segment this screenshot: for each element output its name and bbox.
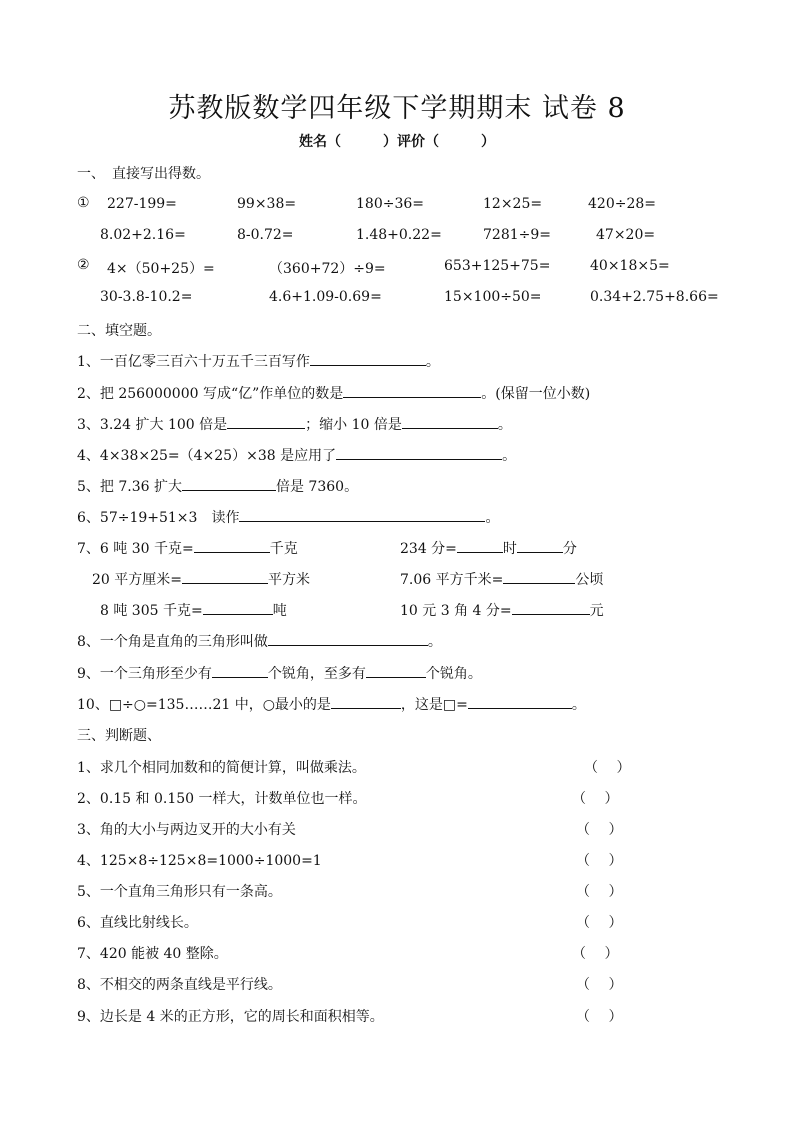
fill-question-1 [77, 351, 440, 371]
section1-heading: 一、 直接写出得数。 [77, 166, 210, 182]
judge-item-5: 5、一个直角三角形只有一条高。 [77, 884, 282, 900]
unit-text: 时 [502, 541, 517, 557]
answer-parentheses[interactable]: （ ） [584, 760, 631, 776]
calc-item: 99×38= [237, 196, 297, 212]
judge-item-1: 1、求几个相同加数和的简便计算，叫做乘法。 [77, 760, 366, 776]
question-text: ，这是□= [400, 697, 468, 713]
question-text: 5、把 7.36 扩大 [77, 479, 182, 495]
question-text: 。 [571, 697, 586, 713]
fill-question-8 [77, 631, 442, 651]
judge-item-8: 8、不相交的两条直线是平行线。 [77, 977, 282, 993]
judge-item-3: 3、角的大小与两边叉开的大小有关 [77, 822, 296, 838]
question-text: 8 吨 305 千克= [100, 603, 203, 619]
fill-question-4 [77, 445, 516, 465]
question-text: 10、□÷○=135……21 中，○最小的是 [77, 697, 331, 713]
answer-parentheses[interactable]: （ ） [576, 915, 623, 931]
question-text: 4、4×38×25=（4×25）×38 是应用了 [77, 448, 337, 464]
fill-question-7-row2-left [92, 569, 310, 589]
calc-item: 12×25= [483, 196, 543, 212]
answer-blank[interactable] [182, 476, 276, 491]
unit-text: 元 [589, 603, 604, 619]
answer-parentheses[interactable]: （ ） [572, 946, 619, 962]
fill-question-6 [77, 507, 499, 527]
calc-item: 40×18×5= [590, 258, 670, 274]
answer-blank[interactable] [457, 538, 503, 553]
calc-item: 653+125+75= [444, 258, 551, 274]
fill-question-7-row1-right [400, 538, 577, 558]
judge-item-9: 9、边长是 4 米的正方形，它的周长和面积相等。 [77, 1009, 384, 1025]
question-text: 个锐角。 [425, 666, 482, 682]
answer-blank[interactable] [402, 414, 498, 429]
fill-question-9 [77, 663, 482, 683]
answer-blank[interactable] [366, 663, 426, 678]
question-text: 1、一百亿零三百六十万五千三百写作 [77, 354, 310, 370]
calc-item: 180÷36= [356, 196, 424, 212]
calc-item: 1.48+0.22= [356, 227, 442, 243]
question-text: 。 [427, 634, 442, 650]
question-text: 。(保留一位小数) [481, 386, 591, 402]
question-text: 7.06 平方千米= [400, 572, 504, 588]
question-text: 20 平方厘米= [92, 572, 182, 588]
calc-item: 8-0.72= [237, 227, 294, 243]
page-title: 苏教版数学四年级下学期期末 试卷 8 [168, 93, 626, 124]
question-text: 10 元 3 角 4 分= [400, 603, 512, 619]
calc-item: 15×100÷50= [444, 289, 542, 305]
unit-text: 平方米 [268, 572, 310, 588]
calc-item: 227-199= [107, 196, 177, 212]
answer-parentheses[interactable]: （ ） [576, 884, 623, 900]
calc-item: 8.02+2.16= [100, 227, 186, 243]
question-text: 。 [502, 448, 517, 464]
answer-blank[interactable] [239, 507, 485, 522]
fill-question-10 [77, 694, 586, 714]
answer-blank[interactable] [468, 694, 572, 709]
judge-item-4: 4、125×8÷125×8=1000÷1000=1 [77, 853, 322, 869]
judge-item-2: 2、0.15 和 0.150 一样大，计数单位也一样。 [77, 791, 367, 807]
answer-blank[interactable] [512, 600, 590, 615]
answer-blank[interactable] [310, 351, 426, 366]
answer-blank[interactable] [203, 600, 273, 615]
answer-parentheses[interactable]: （ ） [576, 1009, 623, 1025]
calc-item: （360+72）÷9= [269, 261, 386, 277]
fill-question-7-row2-right [400, 569, 603, 589]
group1-marker: ① [77, 195, 90, 211]
answer-blank[interactable] [503, 569, 575, 584]
answer-blank[interactable] [194, 538, 270, 553]
question-text: 6、57÷19+51×3 读作 [77, 510, 240, 526]
fill-question-2 [77, 383, 590, 403]
answer-blank[interactable] [517, 538, 563, 553]
question-text: 。 [497, 417, 512, 433]
question-text: 2、把 256000000 写成“亿”作单位的数是 [77, 386, 344, 402]
answer-blank[interactable] [343, 383, 481, 398]
calc-item: 47×20= [596, 227, 656, 243]
calc-item: 30-3.8-10.2= [100, 289, 193, 305]
question-text: ；缩小 10 倍是 [305, 417, 402, 433]
name-and-grade-line: 姓名（ ）评价（ ） [299, 134, 495, 150]
unit-text: 千克 [269, 541, 298, 557]
question-text: 。 [485, 510, 500, 526]
answer-parentheses[interactable]: （ ） [572, 791, 619, 807]
question-text: 8、一个角是直角的三角形叫做 [77, 634, 268, 650]
calc-item: 420÷28= [588, 196, 656, 212]
section3-heading: 三、判断题、 [77, 728, 161, 744]
answer-blank[interactable] [227, 414, 305, 429]
unit-text: 分 [562, 541, 577, 557]
fill-question-7-row3-left [100, 600, 287, 620]
answer-blank[interactable] [336, 445, 502, 460]
answer-parentheses[interactable]: （ ） [576, 977, 623, 993]
calc-item: 4.6+1.09-0.69= [269, 289, 382, 305]
fill-question-7-row1-left [77, 538, 298, 558]
calc-item: 4×（50+25）= [107, 261, 215, 277]
question-text: 倍是 7360。 [275, 479, 359, 495]
unit-text: 公顷 [575, 572, 604, 588]
unit-text: 吨 [272, 603, 287, 619]
group2-marker: ② [77, 257, 90, 273]
section2-heading: 二、填空题。 [77, 323, 161, 339]
question-text: 。 [425, 354, 440, 370]
judge-item-7: 7、420 能被 40 整除。 [77, 946, 228, 962]
answer-blank[interactable] [212, 663, 268, 678]
question-text: 3、3.24 扩大 100 倍是 [77, 417, 228, 433]
answer-parentheses[interactable]: （ ） [576, 822, 623, 838]
question-text: 个锐角，至多有 [267, 666, 366, 682]
judge-item-6: 6、直线比射线长。 [77, 915, 198, 931]
answer-blank[interactable] [182, 569, 268, 584]
calc-item: 0.34+2.75+8.66= [590, 289, 719, 305]
fill-question-5 [77, 476, 358, 496]
question-text: 9、一个三角形至少有 [77, 666, 212, 682]
question-text: 7、6 吨 30 千克= [77, 541, 194, 557]
question-text: 234 分= [400, 541, 457, 557]
fill-question-3 [77, 414, 512, 434]
fill-question-7-row3-right [400, 600, 604, 620]
calc-item: 7281÷9= [483, 227, 551, 243]
answer-blank[interactable] [268, 631, 428, 646]
answer-blank[interactable] [331, 694, 401, 709]
answer-parentheses[interactable]: （ ） [576, 853, 623, 869]
